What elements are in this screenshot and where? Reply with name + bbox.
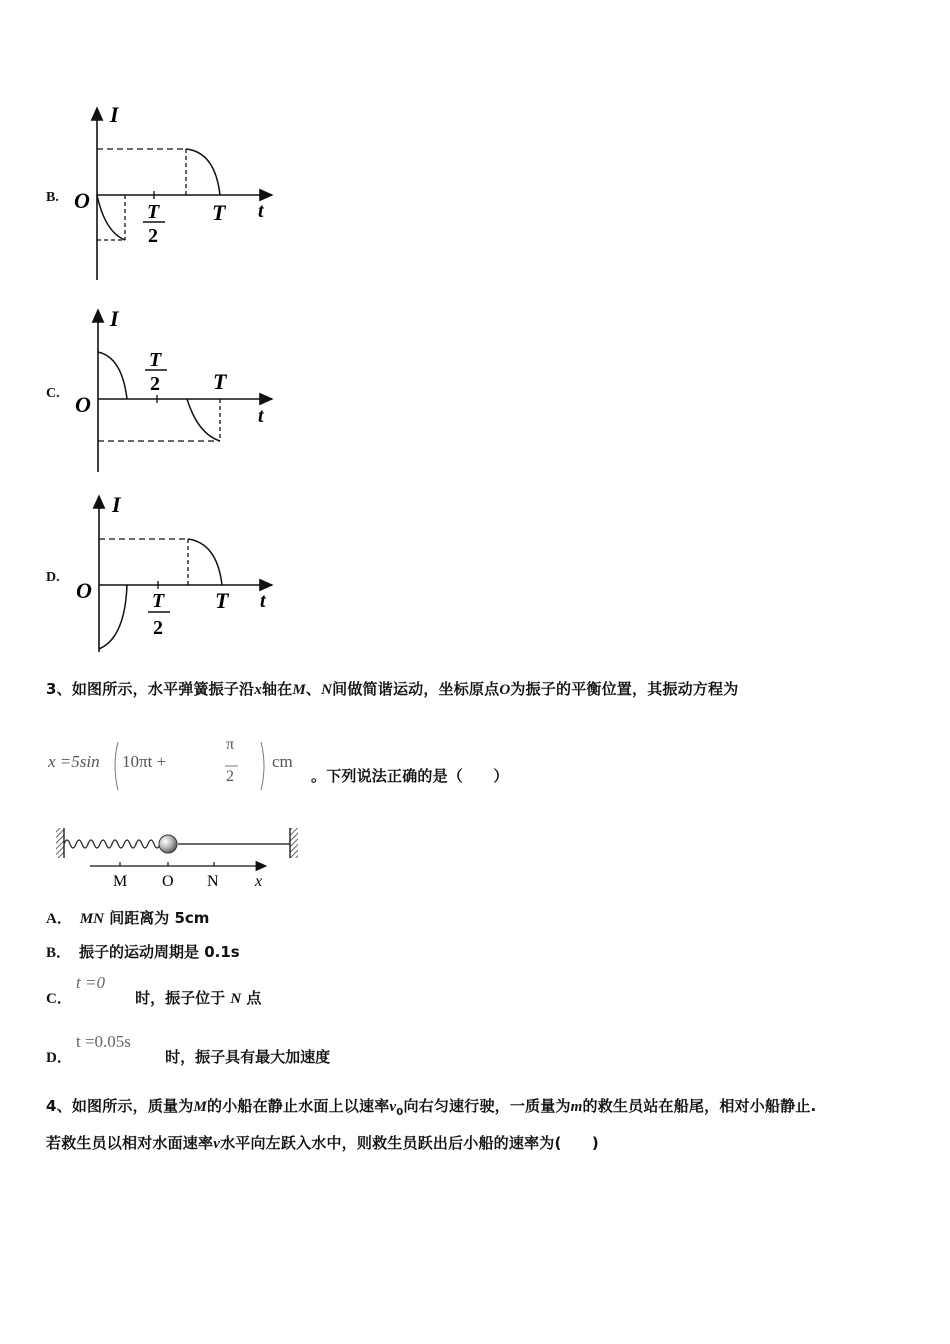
half-period-num: T bbox=[147, 201, 160, 223]
half-period-den: 2 bbox=[153, 617, 163, 639]
x-axis-label: t bbox=[258, 405, 264, 427]
question-3-stem: 3、如图所示，水平弹簧振子沿x轴在M、N间做简谐运动，坐标原点O为振子的平衡位置，其振动方程为 bbox=[46, 680, 739, 698]
origin-label: O bbox=[74, 188, 90, 213]
origin-label: O bbox=[76, 578, 92, 603]
y-axis-label: I bbox=[110, 102, 119, 127]
y-axis-label: I bbox=[112, 492, 121, 517]
right-wall bbox=[290, 828, 298, 858]
q3-option-a[interactable]: A． MN 间距离为 5cm bbox=[46, 909, 210, 927]
x-axis-label: t bbox=[260, 590, 266, 612]
option-label-d: D. bbox=[46, 570, 60, 585]
spring bbox=[64, 840, 172, 848]
origin-label: O bbox=[75, 392, 91, 417]
question-4-line-2: 若救生员以相对水面速率v水平向左跃入水中，则救生员跃出后小船的速率为( ) bbox=[46, 1134, 599, 1152]
spring-oscillator-figure bbox=[52, 824, 307, 890]
half-period-num: T bbox=[152, 590, 165, 612]
point-o-label: O bbox=[162, 873, 174, 890]
q3-option-d[interactable]: D． t =0.05s 时，振子具有最大加速度 bbox=[46, 1032, 331, 1066]
graph-b bbox=[70, 100, 285, 285]
half-period-den: 2 bbox=[150, 373, 160, 395]
point-n-label: N bbox=[207, 873, 219, 890]
period-label: T bbox=[213, 369, 227, 394]
graph-d bbox=[70, 488, 285, 656]
x-axis-label: x bbox=[255, 873, 263, 890]
y-axis-label: I bbox=[110, 306, 119, 331]
period-label: T bbox=[215, 588, 229, 613]
option-label-b: B. bbox=[46, 190, 59, 205]
x-axis-label: t bbox=[258, 200, 264, 222]
q3-option-c[interactable]: C． t =0 时，振子位于 N 点 bbox=[46, 973, 262, 1007]
q3-option-b[interactable]: B． 振子的运动周期是 0.1s bbox=[46, 943, 240, 961]
graph-c bbox=[70, 302, 285, 477]
vibration-equation: x =5sin 10πt + π 2 cm 。下列说法正确的是（ ） bbox=[46, 738, 466, 794]
half-period-den: 2 bbox=[148, 225, 158, 247]
half-period-num: T bbox=[149, 349, 162, 371]
oscillator-ball bbox=[159, 835, 177, 853]
question-4-line-1: 4、如图所示，质量为M的小船在静止水面上以速率$v_0$向右匀速行驶，一质量为m的救生员站在船尾，相对小船静止. bbox=[46, 1097, 817, 1118]
point-m-label: M bbox=[113, 873, 128, 890]
option-label-c: C. bbox=[46, 386, 60, 401]
left-wall bbox=[56, 828, 64, 858]
period-label: T bbox=[212, 200, 226, 225]
